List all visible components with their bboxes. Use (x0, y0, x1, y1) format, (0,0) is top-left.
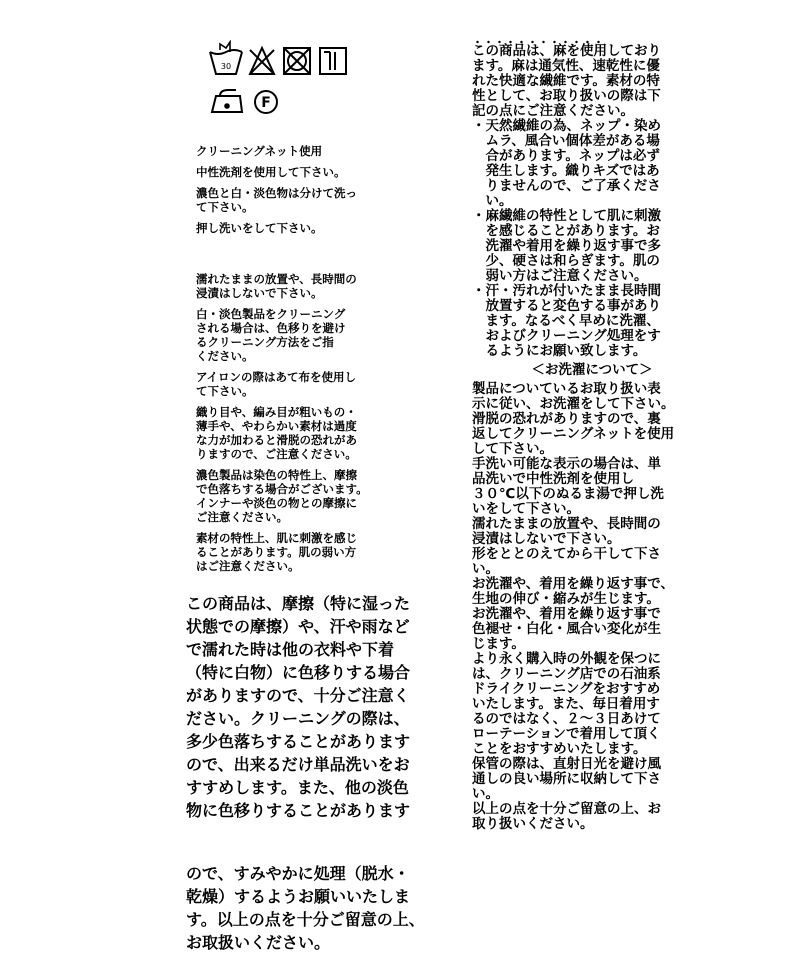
washing-note: 形をととのえてから干して下さ い。 (472, 546, 661, 577)
instruction-line: 押し洗いをして下さい。 (196, 221, 323, 235)
washing-note: より永く購入時の外観を保つに は、クリーニング店での石油系 ドライクリーニングをおすすめ いたします。また、毎日着用す るのではなく、２～３日あけて ローテーションで着用して頂く ことをおすすめいたします。 (472, 651, 661, 757)
no-tumble-dry-icon (284, 48, 310, 74)
linen-note: ・天然繊維の為、ネップ・染め ムラ、風合い個体差がある場 合があります。ネップは必ず 発生します。織りキズではあ りませんので、ご了承くださ い。 (472, 118, 661, 209)
care-instructions-small (196, 40, 396, 580)
washing-note: お洗濯や、着用を繰り返す事で、 生地の伸び・縮みが生じます。 お洗濯や、着用を繰り返す事で 色褪せ・白化・風合い変化が生 じます。 (472, 576, 674, 652)
instruction-line: アイロンの際はあて布を使用し て下さい。 (196, 370, 356, 398)
svg-text:F: F (261, 95, 271, 111)
instruction-line: 濡れたままの放置や、長時間の 浸漬はしないで下さい。 (196, 272, 357, 300)
instruction-line: 織り目や、編み目が粗いもの・ 薄手や、やわらかい素材は過度 な力が加わると滑脱の恐れがあ りますので、ご注意ください。 (196, 405, 357, 461)
instruction-line: 白・淡色製品をクリーニング される場合は、色移りを避け るクリーニング方法をご指 ください。 (196, 307, 346, 363)
linen-intro: この商品は、麻を使用しており ます。麻は通気性、速乾性に優 れた快適な繊維です。素材の特 性として、お取り扱いの際は下 記の点にご注意ください。 (472, 43, 661, 119)
linen-note: ・麻繊維の特性として肌に刺激 を感じることがあります。お 洗濯や着用を繰り返す事で多 少、硬さは和らぎます。肌の 弱い方はご注意ください。 (472, 208, 661, 284)
svg-text:30: 30 (220, 62, 232, 71)
washing-note: 手洗い可能な表示の場合は、単 品洗いで中性洗剤を使用し ３０℃以下のぬるま湯で押し洗 いをして下さい。 (472, 456, 664, 517)
washing-note: 以上の点を十分ご留意の上、お 取り扱いください。 (472, 801, 661, 832)
linen-note: ・汗・汚れが付いたまま長時間 放置すると変色する事があり ます。なるべく早めに洗濯、 およびクリーニング処理をす るようにお願い致します。 (472, 283, 661, 359)
instruction-line: 濃色と白・淡色物は分けて洗っ て下さい。 (196, 186, 357, 214)
care-symbols (196, 40, 366, 120)
instruction-line: 素材の特性上、肌に刺激を感じ ることがあります。肌の弱い方 はご注意ください。 (196, 531, 357, 573)
color-transfer-warning-continued: ので、すみやかに処理（脱水・ 乾燥）するようお願いいたしま す。以上の点を十分ご留意の上、 お取扱いください。 (186, 864, 425, 952)
instruction-line: 濃色製品は染色の特性上、摩擦 で色落ちする場合がございます。 インナーや淡色の物との摩擦に ご注意ください。 (196, 468, 368, 524)
instruction-line: クリーニングネット使用 (196, 144, 323, 158)
washing-heading: ＜お洗濯について＞ (531, 362, 653, 378)
washing-note: 濡れたままの放置や、長時間の 浸漬はしないで下さい。 (472, 516, 661, 547)
line-dry-shade-icon (320, 48, 346, 74)
color-transfer-warning: この商品は、摩擦（特に湿った 状態での摩擦）や、汗や雨など で濡れた時は他の衣料や下着 （特に白物）に色移りする場合 がありますので、十分ご注意く ださい。クリーニングの際は、 多少色落ちすることがあります ので、出来るだけ単品洗いをお すすめします。また、他の淡色 物に色移りすることがあります (186, 594, 411, 820)
washing-note: 製品についているお取り扱い表 示に従い、お洗濯をして下さい。 滑脱の恐れがありますので、裏 返してクリーニングネットを使用 して下さい。 (472, 381, 675, 457)
spacer (196, 242, 396, 272)
iron-low-icon (212, 90, 242, 112)
dry-clean-f-icon (255, 91, 277, 113)
linen-care-notes (472, 38, 712, 832)
instruction-line: 中性洗剤を使用して下さい。 (196, 165, 346, 179)
no-bleach-icon (250, 48, 274, 74)
washing-note: 保管の際は、直射日光を避け風 通しの良い場所に収納して下さ い。 (472, 756, 661, 802)
hand-wash-30-icon (210, 42, 242, 74)
